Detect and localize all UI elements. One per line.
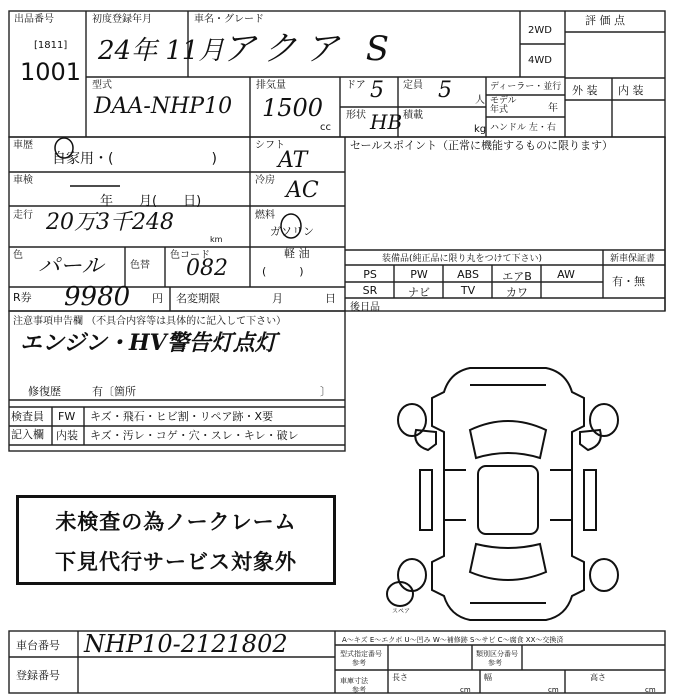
width-unit: cm xyxy=(548,686,559,694)
handle-label: ハンドル 左・右 xyxy=(490,123,556,133)
title-change-label: 名変期限 xyxy=(176,292,220,305)
equip-pw: PW xyxy=(410,268,428,281)
type-label: 型式 xyxy=(92,80,112,91)
lot-code: [1811] xyxy=(34,40,68,51)
equip-abs: ABS xyxy=(457,268,479,281)
load-label: 積載 xyxy=(403,110,423,121)
fw-label: FW xyxy=(58,410,76,423)
garage-reference-label: 参考 xyxy=(352,686,366,694)
drive-2wd: 2WD xyxy=(528,25,552,36)
fuel-label: 燃料 xyxy=(255,210,275,221)
shape-value: HB xyxy=(370,110,403,134)
drive-4wd: 4WD xyxy=(528,55,552,66)
garage-dimension-label: 車庫寸法 xyxy=(340,677,368,685)
class-reference-label: 参考 xyxy=(488,659,502,667)
color-change-label: 色替 xyxy=(130,260,150,271)
history-label: 車歴 xyxy=(13,140,33,151)
spare-tire-icon xyxy=(387,582,413,606)
sales-point-label: セールスポイント（正常に機能するものに限ります） xyxy=(350,139,614,152)
cooling-label: 冷房 xyxy=(255,175,275,186)
recycle-label: R券 xyxy=(13,291,32,304)
title-change-day: 日 xyxy=(325,292,336,305)
spare-label: スペア xyxy=(392,608,411,615)
equip-sr: SR xyxy=(362,284,378,297)
interior-check-value: キズ・汚レ・コゲ・穴・スレ・キレ・破レ xyxy=(90,429,299,442)
chassis-value: NHP10-2121802 xyxy=(84,630,288,658)
chassis-label: 車台番号 xyxy=(16,639,60,652)
history-value: 自家用・( ) xyxy=(52,151,217,167)
class-label: 類別区分番号 xyxy=(476,650,518,658)
type-value: DAA-NHP10 xyxy=(94,94,233,119)
equip-aw: AW xyxy=(557,268,575,281)
reg-year-label: 初度登録年月 xyxy=(92,14,152,25)
notice-line-2: 下見代行サービス対象外 xyxy=(55,550,297,574)
equip-airbag: エアB xyxy=(502,270,532,283)
car-name-label: 車名・グレード xyxy=(194,14,264,25)
color-code-value: 082 xyxy=(186,256,228,281)
title-change-month: 月 xyxy=(272,292,283,305)
lot-label: 出品番号 xyxy=(14,14,54,25)
inspection-value: 年 月( 日) xyxy=(100,194,202,209)
rating-label: 評 価 点 xyxy=(585,14,625,27)
color-label: 色 xyxy=(13,250,23,261)
displacement-value: 1500 xyxy=(262,94,324,122)
inspector-label-2: 記入欄 xyxy=(11,428,44,441)
fuel-diesel: 軽 油 xyxy=(284,247,310,260)
displacement-label: 排気量 xyxy=(256,80,286,91)
model-year-label: モデル年式 xyxy=(490,96,517,115)
length-label: 長さ xyxy=(392,673,408,682)
repair-value: 有〔箇所 xyxy=(92,385,136,398)
load-unit: kg xyxy=(474,124,487,135)
no-claim-notice xyxy=(16,495,336,585)
capacity-value: 5 xyxy=(438,78,452,103)
width-label: 幅 xyxy=(484,673,492,682)
mileage-value: 20万3千248 xyxy=(46,210,174,235)
warranty-label: 新車保証書 xyxy=(610,254,656,264)
cooling-value: AC xyxy=(286,178,319,203)
notes-label: 注意事項申告欄 （不具合内容等は具体的に記入して下さい） xyxy=(13,316,287,327)
mileage-unit: km xyxy=(210,235,223,244)
shift-value: AT xyxy=(278,148,308,173)
warranty-value: 有・無 xyxy=(612,275,645,288)
reg-year-value: 24年 11月 xyxy=(98,36,225,66)
fuel-other: ( ) xyxy=(262,265,304,278)
shift-label: シフト xyxy=(255,140,285,151)
interior-check-label: 内装 xyxy=(56,429,78,442)
color-value: パール xyxy=(38,254,104,279)
inspection-label: 車検 xyxy=(13,175,33,186)
repair-label: 修復歴 xyxy=(28,385,61,398)
equip-navi: ナビ xyxy=(408,286,430,299)
lot-number: 1001 xyxy=(20,58,82,86)
length-unit: cm xyxy=(460,686,471,694)
interior-label: 内 装 xyxy=(618,84,644,97)
doors-label: ドア xyxy=(346,80,366,91)
notice-line-1: 未検査の為ノークレーム xyxy=(55,510,297,534)
fuel-gasoline: ガソリン xyxy=(270,225,314,238)
color-code-label: 色コード xyxy=(170,250,210,261)
later-install-label: 後日品 xyxy=(350,302,380,313)
equipment-label: 装備品(純正品に限り丸をつけて下さい) xyxy=(382,254,543,264)
repair-close: 〕 xyxy=(320,385,331,398)
capacity-label: 定員 xyxy=(403,80,423,91)
shape-label: 形状 xyxy=(346,110,366,121)
type-reference-label: 参考 xyxy=(352,659,366,667)
height-unit: cm xyxy=(645,686,656,694)
equip-leather: カワ xyxy=(506,286,528,299)
model-year-unit: 年 xyxy=(548,103,558,114)
recycle-value: 9980 xyxy=(64,282,131,312)
mileage-label: 走行 xyxy=(13,210,33,221)
recycle-unit: 円 xyxy=(152,292,163,305)
fw-value: キズ・飛石・ヒビ割・リペア跡・X要 xyxy=(90,410,274,423)
dealer-label: ディーラー・並行 xyxy=(490,82,562,92)
doors-value: 5 xyxy=(370,78,384,103)
equip-tv: TV xyxy=(460,284,476,297)
registration-label: 登録番号 xyxy=(16,669,60,682)
capacity-unit: 人 xyxy=(475,95,485,106)
car-diagram xyxy=(415,368,601,620)
notes-value: エンジン・HV警告灯点灯 xyxy=(20,330,277,356)
type-designation-label: 型式指定番号 xyxy=(340,650,382,658)
exterior-label: 外 装 xyxy=(572,84,598,97)
displacement-unit: cc xyxy=(320,122,331,133)
car-name-value: アクア S xyxy=(222,29,398,69)
height-label: 高さ xyxy=(590,673,606,682)
inspector-label-1: 検査員 xyxy=(11,410,44,423)
damage-legend: A～キズ E～エクボ U～凹み W～補修跡 S～サビ C～腐食 XX～交換済 xyxy=(342,636,564,644)
equip-ps: PS xyxy=(363,268,377,281)
